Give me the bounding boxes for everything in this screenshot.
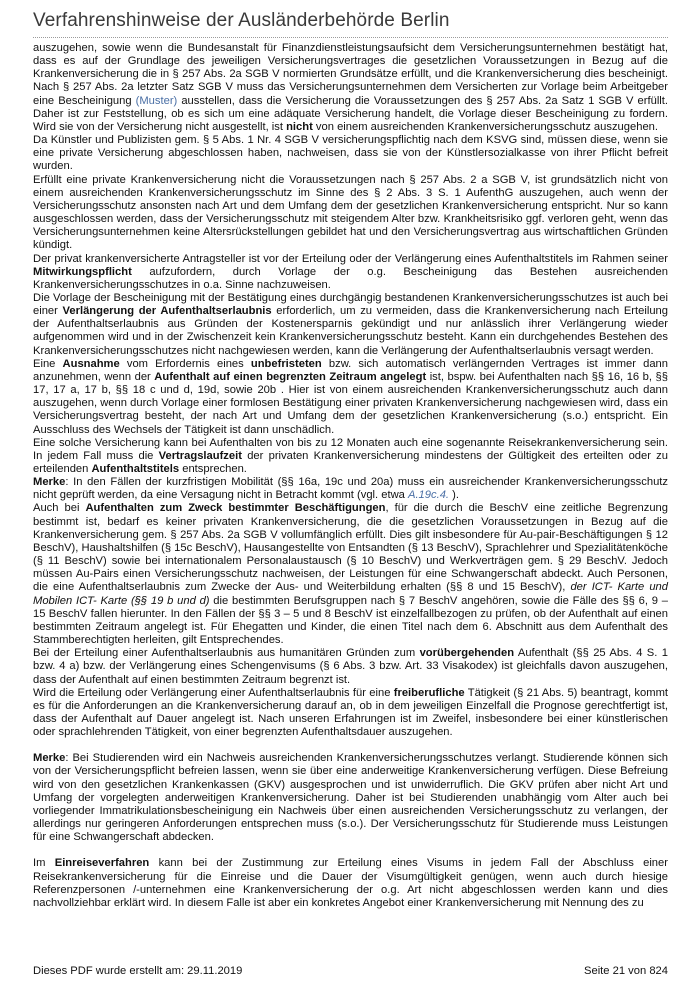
text-run: die bestimmten Berufsgruppen nach § 7 BeschV angehören, sowie die Fälle des §§ 6, 9 – 15 BeschV fallen hierunter. In den Fällen der §§ 3 – 5 und 8 BeschV ist einzelfallbezogen zu prüfen, ob der Aufenthalt auf einen bestimmten Zeitraum angelegt ist. Für Ehegatten und Kinder, die einen Titel nach dem 6. Abschnitt aus dem Aufenthalt des Stammberechtigten herleiten, gilt Entsprechendes. — [33, 594, 669, 647]
bold-text: Einreiseverfahren — [54, 857, 150, 870]
text-run: Wird die Erteilung oder Verlängerung einer Aufenthaltserlaubnis für eine — [33, 686, 394, 699]
reference-link[interactable]: A.19c.4. — [407, 489, 450, 502]
bold-text: Verlängerung der Aufenthaltserlaubnis — [62, 305, 272, 318]
paragraph — [33, 687, 668, 740]
text-run: vom Erfordernis eines — [119, 357, 251, 370]
text-run: Die Vorlage der Bescheinigung mit der Bestätigung eines durchgängig bestandenen Krankenversicherungsschutzes ist auch bei einer — [33, 291, 668, 318]
text-run: Aufenthalt (§§ 25 Abs. 4 S. 1 bzw. 4 a) bzw. der Verlängerung eines Schengenvisums (§ 6 Abs. 3 bzw. Art. 33 Visakodex) ist gleichfalls davon auszugehen, dass der Aufenthalt auf einen bestimmten Zeitraum begrenzt ist. — [33, 647, 668, 686]
text-run: erforderlich, um zu vermeiden, dass die Krankenversicherung nach Erteilung der Aufenthaltserlaubnis aus Gründen der Kostenersparnis gekündigt und nur anlässlich ihrer Verlängerung wieder aufgenommen wird und in der Zwischenzeit kein Krankenversicherungsschutz besteht. Kann ein durchgehendes Bestehen des Krankenversicherungsschutzes nicht nachgewiesen werden, kann die Verlängerung der Aufenthaltserlaubnis versagt werden. — [33, 305, 668, 357]
paragraph — [33, 857, 668, 910]
bold-text: Aufenthaltstitels — [91, 463, 180, 475]
text-run: Bei der Erteilung einer Aufenthaltserlaubnis aus humanitären Gründen zum — [33, 647, 420, 660]
text-run: , für die durch die BeschV eine zeitliche Begrenzung bestimmt ist, bedarf es keiner privaten Krankenversicherung, die die gesetzlichen Voraussetzungen in Bezug auf die Krankenversicherung gem. § 257 Abs. 2a SGB V vollumfänglich erfüllt. Dies gilt insbesondere für Au-pair-Beschäftigungen § 12 BeschV), Haushaltshilfen (§ 15c BeschV), Hausangestellte von Entsandten (§ 13 BeschV), Sprachlehrer und Spezialitätenköche (§ 11 BeschV) sowie bei internationalem Personalaustausch (§ 10 BeschV) und Werkverträgen gem. § 29 BeschV. Jedoch müssen Au-Pairs einen Versicherungsschutz nachweisen, der Leistungen für eine Schwangerschaft abdeckt. Auch Personen, die eine Aufenthaltserlaubnis zum Zwecke der Aus- und Weiterbildung erhalten (§§ 8 und 15 BeschV), — [33, 502, 668, 594]
text-run: ). — [449, 489, 459, 502]
text-run: aufzufordern, durch Vorlage der o.g. Bescheinigung das Bestehen ausreichenden Krankenversicherungsschutzes in o.a. Sinne nachzuweisen. — [33, 265, 668, 291]
page-footer — [33, 965, 668, 977]
footer-created-date: Dieses PDF wurde erstellt am: 29.11.2019 — [33, 965, 243, 977]
bold-text: Aufenthalten zum Zweck bestimmter Beschäftigungen — [85, 502, 386, 515]
paragraph — [33, 292, 668, 358]
text-run: Auch bei — [33, 502, 86, 515]
paragraph — [33, 134, 668, 173]
paragraph — [33, 253, 668, 292]
text-run: Erfüllt eine private Krankenversicherung nicht die Voraussetzungen nach § 257 Abs. 2 a SGB V, ist grundsätzlich nicht von einem ausreichenden Krankenversicherungsschutz im Sinne des § 2 Abs. 3 S. 1 AufenthG auszugehen, auch wenn der Versicherungsschutz ansonsten nach Art und dem Umfang dem der gesetzlichen Krankenversicherung entspricht. Nur so kann ausgeschlossen werden, dass der Versicherungsschutz mit steigendem Alter bzw. Krankheitsrisiko ggf. verloren geht, wenn das Versicherungsunternehmen keine Altersrückstellungen gebildet hat und den Versicherungsvertrag aus wirtschaftlichen Gründen kündigt. — [33, 173, 668, 252]
text-run: ausstellen, dass die Versicherung die Voraussetzungen des § 257 Abs. 2a Satz 1 SGB V erfüllt. Daher ist zur Feststellung, ob es sich um eine adäquate Versicherung handelt, die Vorlage dieser Bescheinigung zu fordern. Wird sie von der Versicherung nicht ausgestellt, ist — [33, 94, 669, 133]
reference-link[interactable]: (Muster) — [135, 94, 178, 107]
footer-page-number: Seite 21 von 824 — [584, 965, 668, 977]
paragraph — [33, 358, 668, 437]
bold-text: vorübergehenden — [419, 647, 515, 660]
text-run: Der privat krankenversicherte Antragsteller ist vor der Erteilung oder der Verlängerung eines Aufenthaltstitels im Rahmen seiner — [33, 252, 668, 265]
bold-text: Aufenthalt auf einen begrenzten Zeitraum angelegt — [154, 370, 427, 383]
paragraph — [33, 647, 668, 686]
document-title: Verfahrenshinweise der Ausländerbehörde Berlin — [33, 10, 450, 31]
text-run: bzw. sich automatisch verlängernden Vertrages ist immer dann anzunehmen, wenn der — [33, 357, 668, 383]
bold-text: Merke — [33, 476, 66, 489]
text-run: auszugehen, sowie wenn die Bundesanstalt für Finanzdienstleistungsaufsicht dem Versicherungsunternehmen bestätigt hat, dass es auf der Grundlage des jeweiligen Versicherungsvertrages die gesetzlichen Voraussetzungen in Bezug auf die Krankenversicherung die in § 257 Abs. 2a SGB V normierten Grundsätze erfüllt, und die Krankenversicherung dies bescheinigt. Nach § 257 Abs. 2a letzter Satz SGB V muss das Versicherungsunternehmen dem Versicherten zur Vorlage beim Arbeitgeber eine Bescheinigung — [33, 42, 668, 107]
bold-text: nicht — [286, 120, 313, 133]
text-run: : In den Fällen der kurzfristigen Mobilität (§§ 16a, 19c und 20a) muss ein ausreichender Krankenversicherungsschutz nicht geprüft werden, da eine Versagung nicht in Betracht kommt (vgl. etwa — [33, 476, 668, 502]
text-run: entsprechen. — [179, 463, 247, 475]
paragraph — [33, 752, 668, 844]
bold-text: Merke — [33, 752, 66, 765]
paragraph — [33, 437, 668, 476]
italic-text: der ICT- Karte und Mobilen ICT- Karte (§§ 19 b und d) — [33, 581, 668, 607]
text-run: von einem ausreichenden Krankenversicherungsschutz auszugehen. — [312, 120, 658, 133]
text-run: ist, bspw. bei Aufenthalten nach §§ 16, 16 b, §§ 17, 17 a, 17 b, §§ 18 c und d, 19d, sowie 20b . Hier ist von einem ausreichenden Krankenversicherungsschutz auch dann auszugehen, wenn durch Vorlage einer formlosen Bestätigung einer privaten Krankenversicherung nachgewiesen wird, dass ein Versicherungsvertrag besteht, der nach Art und Umfang dem der gesetzlichen Krankenversicherung (s.o.) entspricht. Ein Ausschluss des Wechsels der Tätigkeit ist dann unschädlich. — [33, 370, 668, 436]
text-run: : Bei Studierenden wird ein Nachweis ausreichenden Krankenversicherungsschutzes verlangt. Studierende können sich von der Versicherungspflicht befreien lassen, wenn sie über eine anderweitige Krankenversicherung verfügen. Diese Befreiung wird von den gesetzlichen Krankenkassen (GKV) ausgesprochen und ist unwiderruflich. Die GKV prüfen aber nicht Art und Umfang der vorgelegten anderweitigen Krankenversicherung. Daher ist bei Studierenden unabhängig vom Alter auch bei vorliegender Immatrikulationsbescheinigung ein Nachweis über einen ausreichenden Versicherungsschutz zu verlangen, der allerdings nur geringeren Anforderungen entsprechen muss (s.o.). Der Versicherungsschutz für Studierende muss Leistungen für eine Schwangerschaft abdecken. — [33, 752, 668, 844]
text-run: Im — [33, 857, 55, 870]
bold-text: Vertragslaufzeit — [158, 449, 242, 462]
paragraph — [33, 42, 668, 134]
paragraph — [33, 174, 668, 253]
bold-text: unbefristeten — [250, 357, 322, 370]
page-header — [33, 10, 668, 38]
text-run: Eine — [33, 357, 63, 370]
text-run: der privaten Krankenversicherung mindestens der Gültigkeit des erteilten oder zu erteilenden — [33, 449, 668, 475]
bold-text: freiberufliche — [393, 686, 465, 699]
document-body — [33, 42, 668, 910]
text-run: Tätigkeit (§ 21 Abs. 5) beantragt, kommt es für die Anforderungen an die Krankenversicherung darauf an, ob in dem jeweiligen Einzelfall die Prognose gerechtfertigt ist, dass der Aufenthalt auf Dauer angelegt ist. Nach unseren Erfahrungen ist im Zweifel, insbesondere bei einer künstlerischen oder sprachlehrenden Tätigkeit, von einer begrenzten Aufenthaltsdauer auszugehen. — [33, 686, 668, 739]
text-run: kann bei der Zustimmung zur Erteilung eines Visums in jedem Fall der Abschluss einer Reisekrankenversicherung für die Einreise und die Dauer der Visumgültigkeit genügen, wenn auch durch hiesige Referenzpersonen /-unternehmen eine Krankenversicherung der o.g. Art nicht abgeschlossen werden kann und dies nachvollziehbar erklärt wird. In diesem Falle ist aber ein konkretes Angebot einer Krankenversicherung mit Nennung des zu — [33, 857, 668, 909]
text-run: Da Künstler und Publizisten gem. § 5 Abs. 1 Nr. 4 SGB V versicherungspflichtig nach dem KSVG sind, müssen diese, wenn sie eine private Versicherung abgeschlossen haben, nachweisen, dass sie von der Künstlersozialkasse von ihrer Pflicht befreit wurden. — [33, 134, 668, 173]
bold-text: Mitwirkungspflicht — [33, 265, 132, 278]
paragraph — [33, 502, 668, 647]
text-run: Eine solche Versicherung kann bei Aufenthalten von bis zu 12 Monaten auch eine sogenannte Reisekrankenversicherung sein. In jedem Fall muss die — [33, 436, 668, 462]
paragraph — [33, 476, 668, 502]
bold-text: Ausnahme — [62, 357, 120, 370]
